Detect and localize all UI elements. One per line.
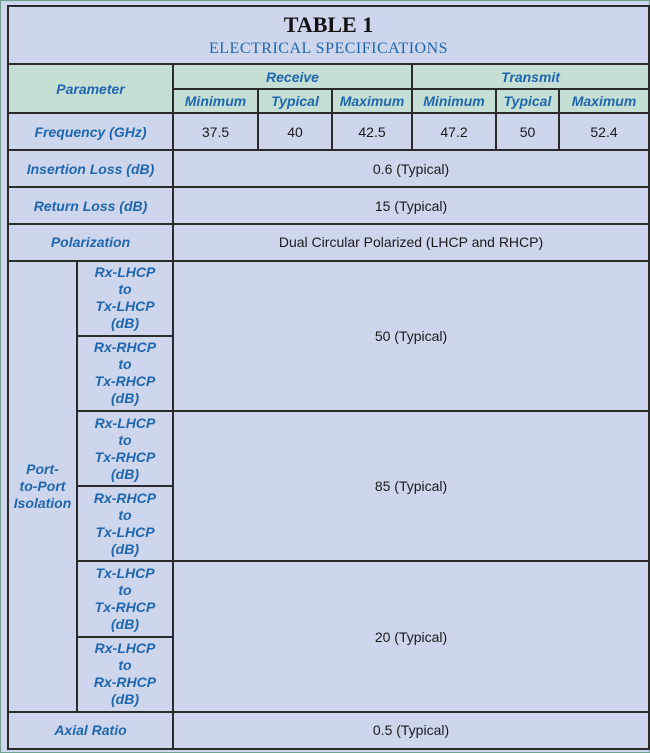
pair-line: to [118,582,132,598]
pair-line: to [118,657,132,674]
pair-line: Rx-LHCP [94,264,156,281]
header-rx-typical: Typical [258,89,332,113]
isolation-label-line: Port- [26,460,59,477]
table-row-axial-ratio [8,712,649,749]
insertion-loss-value: 0.6 (Typical) [173,150,649,187]
isolation-pair-4 [77,486,173,561]
pair-line: to [118,281,132,298]
table-row-frequency [8,113,649,150]
isolation-pair-2 [77,336,173,411]
frequency-tx-min: 47.2 [412,113,496,150]
isolation-value-3: 20 (Typical) [173,561,649,711]
pair-line: (dB) [111,691,139,708]
specifications-table [7,5,650,750]
frequency-label: Frequency (GHz) [8,113,173,150]
header-tx-minimum: Minimum [412,89,496,113]
pair-line: Tx-RHCP [94,448,156,465]
table-title-cell [8,6,649,64]
isolation-label [8,261,77,712]
pair-line: Rx-RHCP [93,489,157,506]
isolation-pair-1 [77,261,173,336]
isolation-label-line: to-Port [19,477,66,494]
pair-line: Rx-RHCP [93,339,157,356]
axial-ratio-label: Axial Ratio [8,712,173,749]
isolation-value-1: 50 (Typical) [173,261,649,411]
isolation-pair-3 [77,411,173,486]
header-parameter: Parameter [8,64,173,113]
table-row-isolation-1 [8,261,649,336]
frequency-rx-min: 37.5 [173,113,258,150]
pair-line: (dB) [111,540,139,557]
table-row-return-loss [8,187,649,223]
pair-line: Rx-RHCP [93,674,157,691]
table-subtitle: ELECTRICAL SPECIFICATIONS [209,40,449,58]
isolation-pair-6 [77,637,173,712]
pair-line: Tx-LHCP [95,523,155,540]
header-receive: Receive [173,64,412,89]
pair-line: (dB) [111,616,139,632]
table-row-insertion-loss [8,150,649,187]
pair-line: Tx-RHCP [94,599,156,615]
table-row-isolation-5 [8,561,649,636]
frequency-tx-max: 52.4 [559,113,649,150]
pair-line: (dB) [111,315,139,332]
polarization-value: Dual Circular Polarized (LHCP and RHCP) [173,224,649,261]
pair-line: Tx-RHCP [94,373,156,390]
frequency-rx-typ: 40 [258,113,332,150]
table-title: TABLE 1 [283,12,374,38]
pair-line: to [118,506,132,523]
pair-line: Tx-LHCP [95,298,155,315]
pair-line: to [118,356,132,373]
header-rx-maximum: Maximum [332,89,412,113]
pair-line: Rx-LHCP [94,414,156,431]
isolation-label-line: Isolation [13,494,72,511]
header-transmit: Transmit [412,64,649,89]
return-loss-value: 15 (Typical) [173,187,649,223]
table-row-polarization [8,224,649,261]
frequency-rx-max: 42.5 [332,113,412,150]
pair-line: to [118,431,132,448]
header-rx-minimum: Minimum [173,89,258,113]
pair-line: (dB) [111,390,139,407]
polarization-label: Polarization [8,224,173,261]
header-tx-maximum: Maximum [559,89,649,113]
axial-ratio-value: 0.5 (Typical) [173,712,649,749]
isolation-pair-5 [77,561,173,636]
table-row-isolation-3 [8,411,649,486]
pair-line: Tx-LHCP [95,565,155,581]
pair-line: Rx-LHCP [94,640,156,657]
return-loss-label: Return Loss (dB) [8,187,173,223]
frequency-tx-typ: 50 [496,113,559,150]
insertion-loss-label: Insertion Loss (dB) [8,150,173,187]
isolation-value-2: 85 (Typical) [173,411,649,561]
header-tx-typical: Typical [496,89,559,113]
pair-line: (dB) [111,465,139,482]
